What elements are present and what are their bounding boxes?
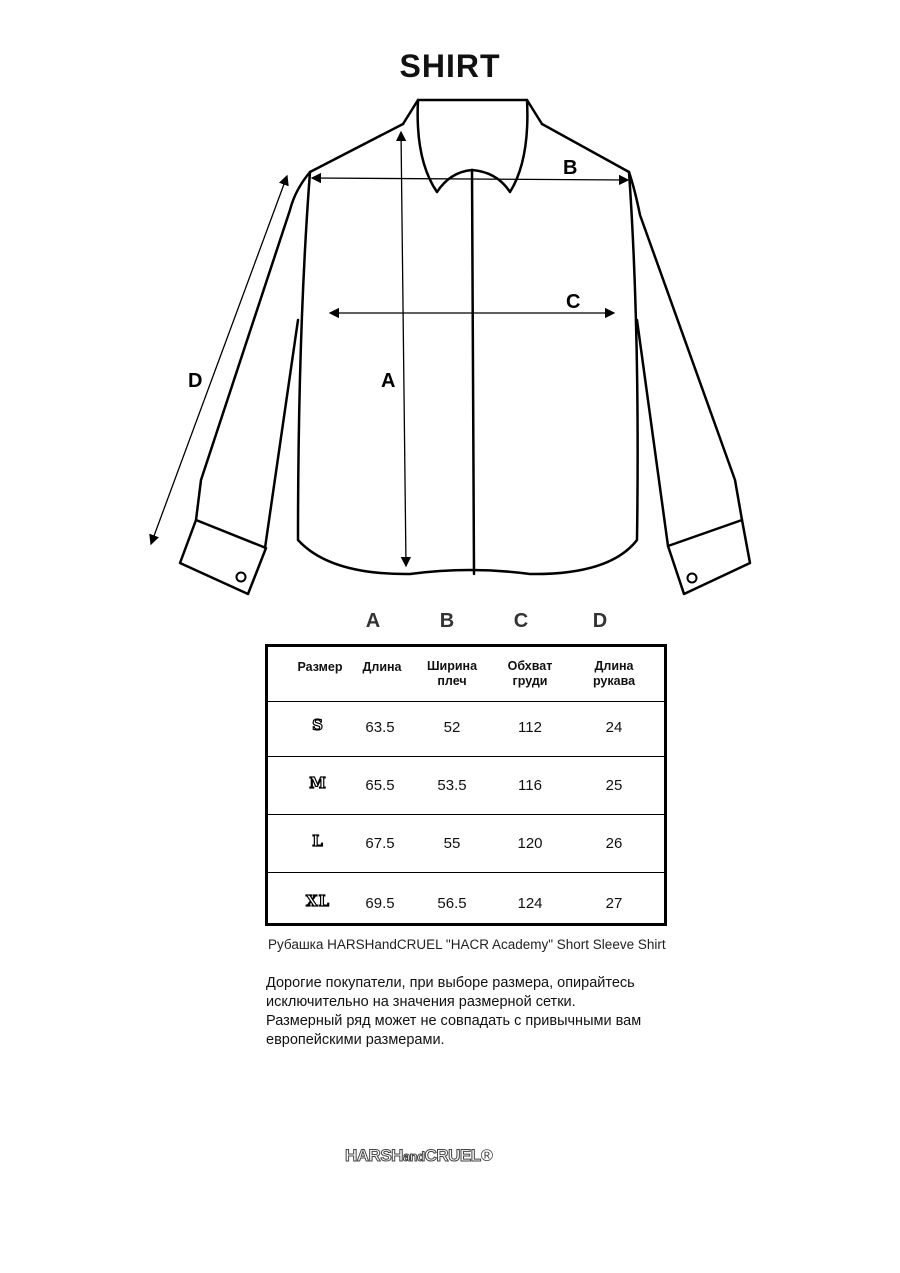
product-caption: Рубашка HARSHandCRUEL "HACR Academy" Short Sleeve Shirt bbox=[268, 937, 666, 952]
page-title: SHIRT bbox=[399, 48, 501, 84]
table-cell: 55 bbox=[443, 835, 461, 852]
table-row bbox=[268, 756, 664, 815]
left-cuff-button bbox=[237, 573, 246, 582]
shirt-left-cuff bbox=[180, 520, 266, 594]
table-cell: 112 bbox=[518, 719, 542, 736]
shirt-diagram bbox=[0, 0, 900, 610]
label-b: B bbox=[563, 157, 578, 179]
note-line: Размерный ряд может не совпадать с привычными вам bbox=[266, 1013, 642, 1029]
header-size: Размер bbox=[297, 660, 343, 674]
shirt-collar-band bbox=[403, 100, 542, 124]
table-cell: 27 bbox=[605, 895, 623, 912]
column-letter-d: D bbox=[592, 610, 608, 632]
brand-part-main: HARSH bbox=[345, 1146, 403, 1165]
header-shoulder-width: Ширина плеч bbox=[426, 659, 478, 688]
shirt-placket bbox=[472, 170, 474, 574]
table-row bbox=[268, 872, 664, 926]
table-cell: 124 bbox=[517, 895, 543, 912]
header-length: Длина bbox=[362, 660, 402, 674]
column-letter-a: A bbox=[365, 610, 381, 632]
table-cell: 67.5 bbox=[365, 835, 395, 852]
table-cell: 25 bbox=[605, 777, 623, 794]
measure-arrow-b bbox=[312, 178, 628, 180]
sizing-note bbox=[266, 974, 736, 1050]
shirt-body-outline bbox=[298, 124, 638, 574]
label-a: A bbox=[381, 370, 396, 392]
table-cell: 69.5 bbox=[365, 895, 395, 912]
table-cell: 63.5 bbox=[365, 719, 395, 736]
table-cell: 120 bbox=[517, 835, 543, 852]
table-cell: 65.5 bbox=[365, 777, 395, 794]
note-line: Дорогие покупатели, при выборе размера, опирайтесь bbox=[266, 975, 635, 991]
size-label: M bbox=[309, 774, 327, 792]
shirt-collar-right bbox=[472, 100, 527, 192]
label-c: C bbox=[566, 291, 581, 313]
size-label: XL bbox=[305, 892, 331, 910]
shirt-left-sleeve bbox=[196, 172, 310, 548]
brand-logo bbox=[345, 1146, 493, 1166]
table-row bbox=[268, 814, 664, 873]
table-cell: 56.5 bbox=[437, 895, 467, 912]
label-d: D bbox=[188, 370, 203, 392]
size-table bbox=[265, 644, 667, 926]
column-letter-b: B bbox=[439, 610, 455, 632]
table-cell: 52 bbox=[443, 719, 461, 736]
table-cell: 116 bbox=[518, 777, 542, 794]
table-cell: 26 bbox=[605, 835, 623, 852]
note-line: европейскими размерами. bbox=[266, 1032, 445, 1048]
measure-arrow-d bbox=[151, 176, 287, 544]
note-line: исключительно на значения размерной сетки. bbox=[266, 994, 576, 1010]
table-header-row bbox=[268, 647, 664, 702]
brand-part-end: CRUEL bbox=[424, 1146, 481, 1165]
brand-part-mid: and bbox=[402, 1149, 425, 1164]
right-cuff-button bbox=[688, 574, 697, 583]
size-label: S bbox=[312, 716, 324, 734]
size-label: L bbox=[312, 832, 324, 850]
header-sleeve-length: Длина рукава bbox=[592, 659, 636, 688]
shirt-right-cuff bbox=[668, 520, 750, 594]
measure-arrow-a bbox=[401, 132, 406, 566]
column-letter-c: C bbox=[513, 610, 529, 632]
column-letters bbox=[0, 610, 900, 636]
registered-mark: ® bbox=[480, 1146, 493, 1165]
table-row bbox=[268, 701, 664, 757]
table-cell: 24 bbox=[605, 719, 623, 736]
table-cell: 53.5 bbox=[437, 777, 467, 794]
header-chest: Обхват груди bbox=[507, 659, 553, 688]
shirt-right-sleeve bbox=[629, 172, 742, 546]
